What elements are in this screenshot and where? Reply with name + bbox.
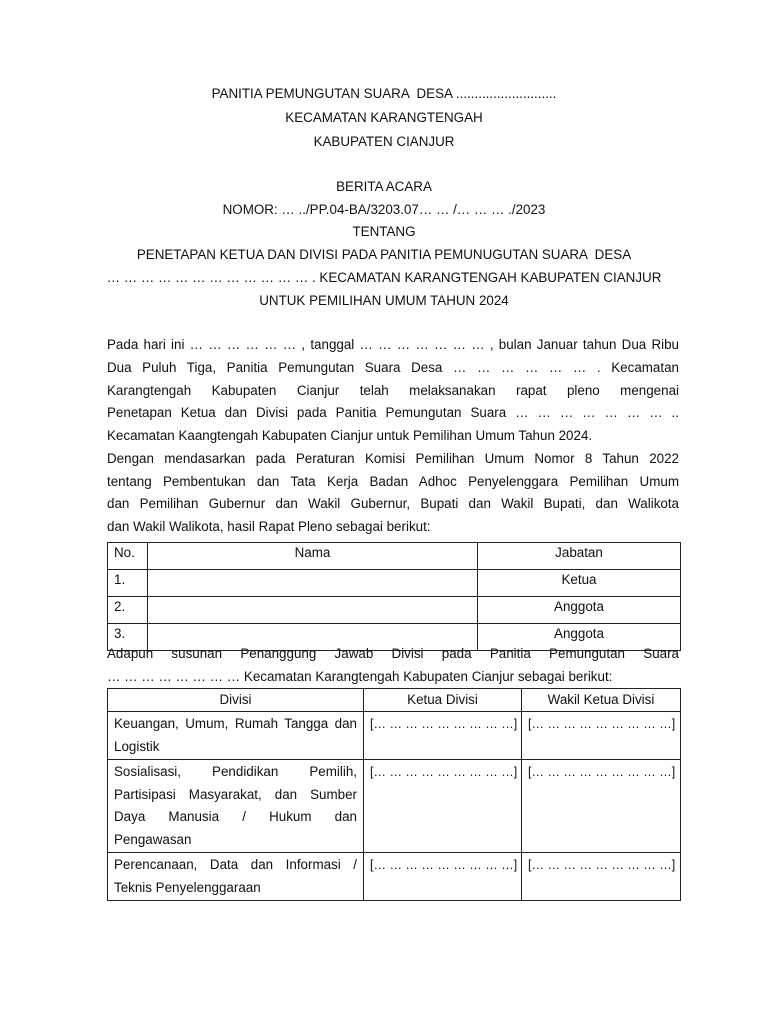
- subject-line-1: PENETAPAN KETUA DAN DIVISI PADA PANITIA PEMUNUGUTAN SUARA DESA: [136, 247, 632, 262]
- cell-ketua-divisi: [… … … … … … … … …]: [364, 712, 522, 760]
- cell-jabatan: Anggota: [478, 597, 681, 624]
- col-header-ketua-divisi: Ketua Divisi: [364, 689, 522, 712]
- cell-nama: [148, 597, 478, 624]
- paragraph-1-line: Penetapan Ketua dan Divisi pada Panitia Pemungutan Suara … … … … … … … ..: [107, 405, 679, 420]
- paragraph-2-line: tentang Pembentukan dan Tata Kerja Badan Adhoc Penyelenggara Pemilihan Umum: [107, 474, 679, 489]
- cell-wakil-ketua-divisi: [… … … … … … … … …]: [522, 853, 681, 901]
- cell-divisi: Perencanaan, Data dan Informasi / Teknis Penyelenggaraan: [108, 853, 364, 901]
- members-table: [107, 542, 681, 651]
- table-row: [108, 853, 681, 901]
- cell-wakil-ketua-divisi: [… … … … … … … … …]: [522, 760, 681, 853]
- subject-line-3: UNTUK PEMILIHAN UMUM TAHUN 2024: [259, 293, 509, 308]
- col-header-no: No.: [108, 543, 148, 570]
- paragraph-1-line: Pada hari ini … … … … … … , tanggal … … … … … … … , bulan Januar tahun Dua Ribu: [107, 337, 679, 352]
- table-row: [108, 712, 681, 760]
- table-row: [108, 570, 681, 597]
- about-label: TENTANG: [352, 224, 416, 239]
- paragraph-2-line: Dengan mendasarkan pada Peraturan Komisi Pemilihan Umum Nomor 8 Tahun 2022: [107, 451, 679, 466]
- col-header-nama: Nama: [148, 543, 478, 570]
- col-header-wakil-ketua-divisi: Wakil Ketua Divisi: [522, 689, 681, 712]
- table-row: [108, 760, 681, 853]
- paragraph-3-line: Adapun susunan Penanggung Jawab Divisi pada Panitia Pemungutan Suara: [107, 646, 679, 661]
- paragraph-3-line: … … … … … … … … Kecamatan Karangtengah Kabupaten Cianjur sebagai berikut:: [107, 669, 613, 684]
- cell-wakil-ketua-divisi: [… … … … … … … … …]: [522, 712, 681, 760]
- paragraph-2-line: dan Wakil Walikota, hasil Rapat Pleno sebagai berikut:: [107, 519, 431, 534]
- col-header-divisi: Divisi: [108, 689, 364, 712]
- cell-ketua-divisi: [… … … … … … … … …]: [364, 853, 522, 901]
- table-row: [108, 597, 681, 624]
- cell-ketua-divisi: [… … … … … … … … …]: [364, 760, 522, 853]
- cell-jabatan: Anggota: [478, 624, 681, 651]
- header-district: KECAMATAN KARANGTENGAH: [285, 110, 483, 125]
- subject-line-2: … … … … … … … … … … … … . KECAMATAN KARANGTENGAH KABUPATEN CIANJUR: [106, 270, 662, 285]
- cell-divisi: Sosialisasi, Pendidikan Pemilih, Partisipasi Masyarakat, dan Sumber Daya Manusia / Hukum dan Pengawasan: [108, 760, 364, 853]
- cell-no: 1.: [108, 570, 148, 597]
- divisions-table: [107, 688, 681, 901]
- doc-type-title: BERITA ACARA: [336, 179, 432, 194]
- col-header-jabatan: Jabatan: [478, 543, 681, 570]
- paragraph-1-line: Karangtengah Kabupaten Cianjur telah melaksanakan rapat pleno mengenai: [107, 383, 679, 398]
- cell-no: 2.: [108, 597, 148, 624]
- cell-nama: [148, 570, 478, 597]
- cell-divisi: Keuangan, Umum, Rumah Tangga dan Logistik: [108, 712, 364, 760]
- paragraph-1-line: Kecamatan Kaangtengah Kabupaten Cianjur untuk Pemilihan Umum Tahun 2024.: [107, 428, 593, 443]
- cell-no: 3.: [108, 624, 148, 651]
- members-table-header: [108, 543, 681, 570]
- doc-number: NOMOR: … ../PP.04-BA/3203.07… … /… … … ./2023: [222, 202, 546, 217]
- divisions-table-header: [108, 689, 681, 712]
- header-regency: KABUPATEN CIANJUR: [313, 134, 455, 149]
- paragraph-2-line: dan Pemilihan Gubernur dan Wakil Gubernur, Bupati dan Wakil Bupati, dan Walikota: [107, 496, 679, 511]
- paragraph-1-line: Dua Puluh Tiga, Panitia Pemungutan Suara Desa … … … … … … . Kecamatan: [107, 360, 679, 375]
- cell-jabatan: Ketua: [478, 570, 681, 597]
- header-committee: PANITIA PEMUNGUTAN SUARA DESA ...........................: [211, 86, 557, 101]
